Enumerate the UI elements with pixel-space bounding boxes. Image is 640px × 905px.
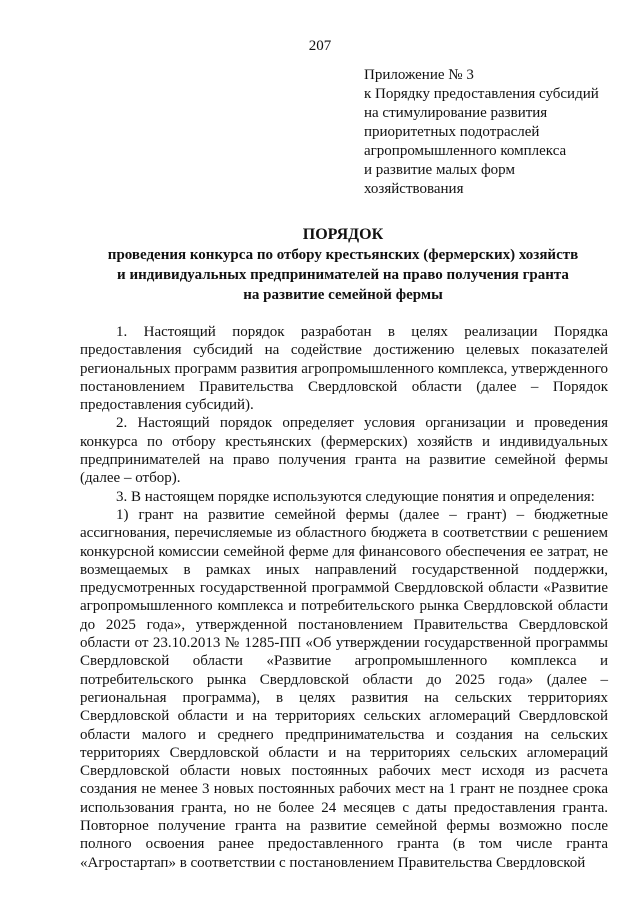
title-line: проведения конкурса по отбору крестьянских (фермерских) хозяйств (107, 247, 579, 263)
appendix-line: Приложение № 3 (364, 67, 474, 83)
appendix-line: приоритетных подотраслей (364, 124, 540, 140)
title-line: на развитие семейной фермы (243, 287, 443, 303)
appendix-line: к Порядку предоставления субсидий (364, 86, 599, 102)
appendix-line: агропромышленного комплекса (364, 143, 567, 159)
paragraph: 1) грант на развитие семейной фермы (далее – грант) – бюджетные ассигнования, перечисляемые из областного бюджета в соответствии с решением конкурсной комиссии семейной ферме для финансового обеспечения ее затрат, не возмещаемых в рамках иных направлений государственной поддержки, предусмотренных государственной программой Свердловской области «Развитие агропромышленного комплекса и потребительского рынка Свердловской области до 2025 года», утвержденной постановлением Правительства Свердловской области от 23.10.2013 № 1285-ПП «Об утверждении государственной программы Свердловской области «Развитие агропромышленного комплекса и потребительского рынка Свердловской области до 2025 года» (далее – региональная программа), в целях развития на сельских территориях Свердловской области и на территориях сельских агломераций Свердловской области малого и среднего предпринимательства и создания на сельских территориях Свердловской области и на территориях сельских агломераций Свердловской области новых постоянных рабочих мест исходя из расчета создания не менее 3 новых постоянных рабочих мест на 1 грант не позднее срока использования гранта, но не более 24 месяцев с даты предоставления гранта. Повторное получение гранта на развитие семейной фермы возможно после полного освоения ранее предоставленного гранта (в том числе гранта «Агростартап» в соответствии с постановлением Правительства Свердловской (80, 506, 608, 871)
appendix-line: на стимулирование развития (364, 105, 548, 121)
appendix-line: хозяйствования (364, 181, 464, 197)
title-main: ПОРЯДОК (302, 226, 384, 243)
title-line: и индивидуальных предпринимателей на право получения гранта (117, 267, 569, 283)
page-number: 207 (308, 38, 332, 54)
document-body (80, 323, 608, 872)
appendix-line: и развитие малых форм (364, 162, 515, 178)
appendix-header (364, 66, 634, 199)
paragraph: 1. Настоящий порядок разработан в целях реализации Порядка предоставления субсидий на содействие достижению целевых показателей региональных программ развития агропромышленного комплекса, утвержденного постановлением Правительства Свердловской области (далее – Порядок предоставления субсидий). (80, 324, 608, 414)
paragraph: 3. В настоящем порядке используются следующие понятия и определения: (116, 488, 595, 505)
paragraph: 2. Настоящий порядок определяет условия организации и проведения конкурса по отбору крестьянских (фермерских) хозяйств и индивидуальных предпринимателей на право получения гранта на развитие семейной фермы (далее – отбор). (80, 415, 608, 487)
document-title (80, 225, 606, 305)
